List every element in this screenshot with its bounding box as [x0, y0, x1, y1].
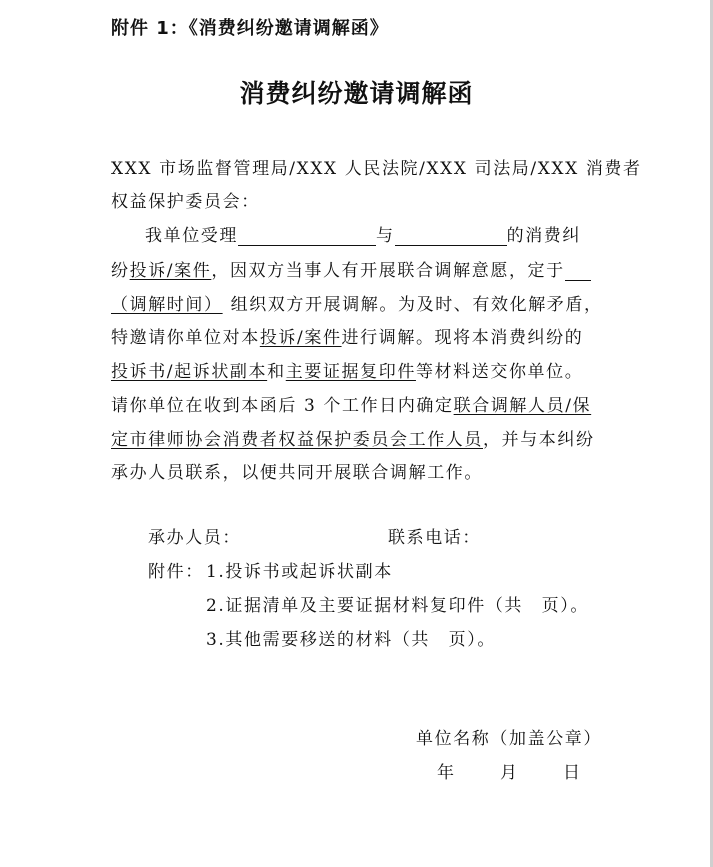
body-line-6: [111, 391, 591, 416]
body-line-3: [111, 290, 603, 315]
attachment-item: 3.其他需要移送的材料（共 页）。: [206, 630, 496, 650]
attachment-item: 1.投诉书或起诉状副本: [206, 562, 393, 582]
body-text: 请你单位在收到本函后 3 个工作日内确定: [111, 396, 454, 416]
underlined-term: 投诉/案件: [259, 328, 342, 348]
body-text: 组织双方开展调解。为及时、有效化解矛盾，: [230, 295, 603, 315]
underlined-term: 投诉/案件: [129, 261, 212, 281]
phone-label: 联系电话：: [388, 528, 481, 548]
body-text: ，并与本纠纷: [483, 430, 595, 450]
body-line-5: [111, 357, 583, 382]
body-line-4: [111, 323, 583, 348]
body-text: 等材料送交你单位。: [415, 362, 584, 382]
attachment-item: 2.证据清单及主要证据材料复印件（共 页）。: [206, 596, 589, 616]
signature-unit: 单位名称（加盖公章）: [416, 729, 602, 749]
body-text: 特邀请你单位对本: [111, 328, 260, 348]
underlined-term: 联合调解人员/保: [453, 396, 592, 416]
body-line-1: [145, 221, 581, 246]
attachments-label: 附件：: [148, 562, 204, 582]
attachment-label: 附件 1：《消费纠纷邀请调解函》: [111, 18, 389, 39]
body-text: ，因双方当事人有开展联合调解意愿，定于: [211, 261, 565, 281]
signature-date: 年 月 日: [437, 763, 584, 783]
body-text: 和: [267, 362, 286, 382]
party-a-blank: [238, 227, 376, 246]
body-line-2: [111, 256, 591, 281]
body-text: 的消费纠: [506, 226, 582, 246]
underlined-term: （调解时间）: [111, 295, 223, 315]
body-line-8: 承办人员联系，以便共同开展联合调解工作。: [111, 463, 483, 483]
addressee-line-2: 权益保护委员会：: [111, 192, 260, 212]
party-b-blank: [395, 227, 507, 246]
addressee-line-1: XXX 市场监督管理局/XXX 人民法院/XXX 司法局/XXX 消费者: [111, 159, 642, 179]
underlined-term: 主要证据复印件: [285, 362, 416, 382]
underlined-term: 投诉书/起诉状副本: [111, 362, 268, 382]
date-blank: [565, 262, 591, 281]
document-title: 消费纠纷邀请调解函: [239, 79, 474, 108]
body-text: 与: [376, 226, 395, 246]
body-text: 我单位受理: [145, 226, 238, 246]
handler-label: 承办人员：: [148, 528, 241, 548]
underlined-term: 定市律师协会消费者权益保护委员会工作人员: [111, 430, 483, 450]
body-text: 进行调解。现将本消费纠纷的: [341, 328, 584, 348]
body-line-7: [111, 425, 595, 450]
body-text: 纷: [111, 261, 130, 281]
